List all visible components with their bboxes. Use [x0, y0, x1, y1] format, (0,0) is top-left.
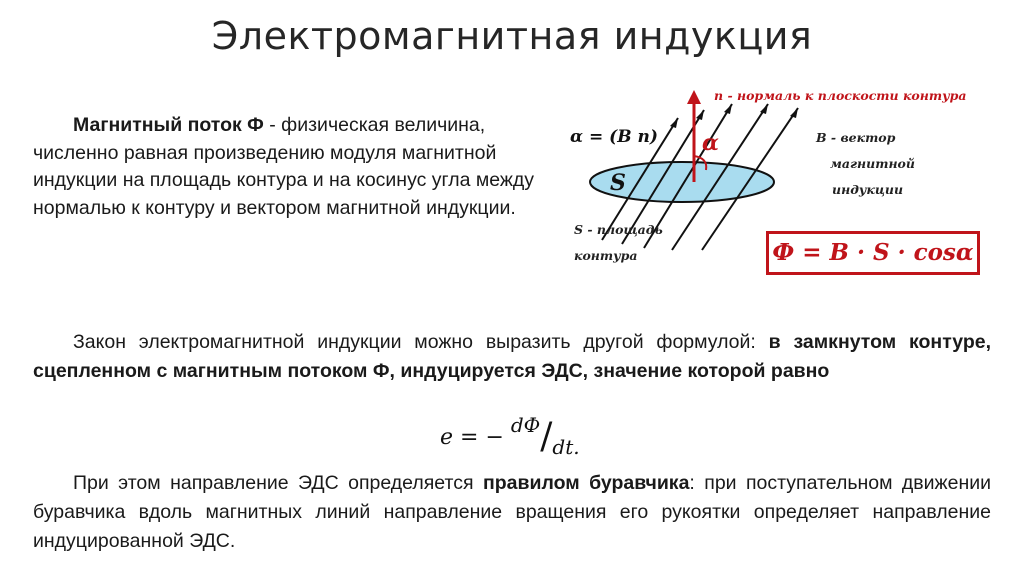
definition-paragraph — [33, 112, 553, 222]
definition-term: Магнитный поток Ф — [73, 114, 264, 136]
field-arrowheads — [670, 104, 798, 128]
vector-label-3: индукции — [832, 182, 904, 197]
law-paragraph — [33, 328, 991, 386]
vector-label-1: B - вектор — [816, 130, 896, 145]
surface-label: S — [610, 170, 626, 196]
formula-numerator: dФ — [510, 413, 541, 437]
rule-intro: При этом направление ЭДС определяется — [73, 472, 483, 494]
flux-formula-box: Ф = B · S · cosα — [766, 231, 980, 275]
area-label-2: контура — [574, 248, 638, 263]
alpha-symbol: α — [702, 130, 719, 156]
slide-title: Электромагнитная индукция — [211, 14, 813, 58]
rule-text: : при поступательном движении буравчика вдоль магнитных линий направление вращения его рукоятки определяет направление индуцированной ЭДС. — [33, 472, 992, 552]
vector-label-2: магнитной — [830, 156, 915, 171]
law-statement: в замкнутом контуре, сцепленном с магнитным потоком Ф, индуцируется ЭДС, значение которой равно — [33, 331, 991, 382]
rule-name: правилом буравчика — [482, 472, 690, 494]
area-label-1: S - площадь — [574, 222, 663, 237]
definition-text: - физическая величина, численно равная произведению модуля магнитной индукции на площадь контура и на косинус угла между нормалью к контуру и вектором магнитной индукции. — [33, 114, 535, 219]
law-intro: Закон электромагнитной индукции можно выразить другой формулой: — [73, 331, 769, 353]
emf-formula — [440, 412, 580, 459]
rule-paragraph — [33, 469, 991, 556]
formula-lhs: e = − — [440, 425, 504, 450]
formula-denominator: dt. — [552, 435, 580, 459]
formula-slash: / — [540, 416, 553, 457]
angle-label: α = (B n) — [570, 127, 658, 147]
normal-arrowhead — [687, 90, 701, 104]
normal-label: n - нормаль к плоскости контура — [714, 88, 967, 103]
